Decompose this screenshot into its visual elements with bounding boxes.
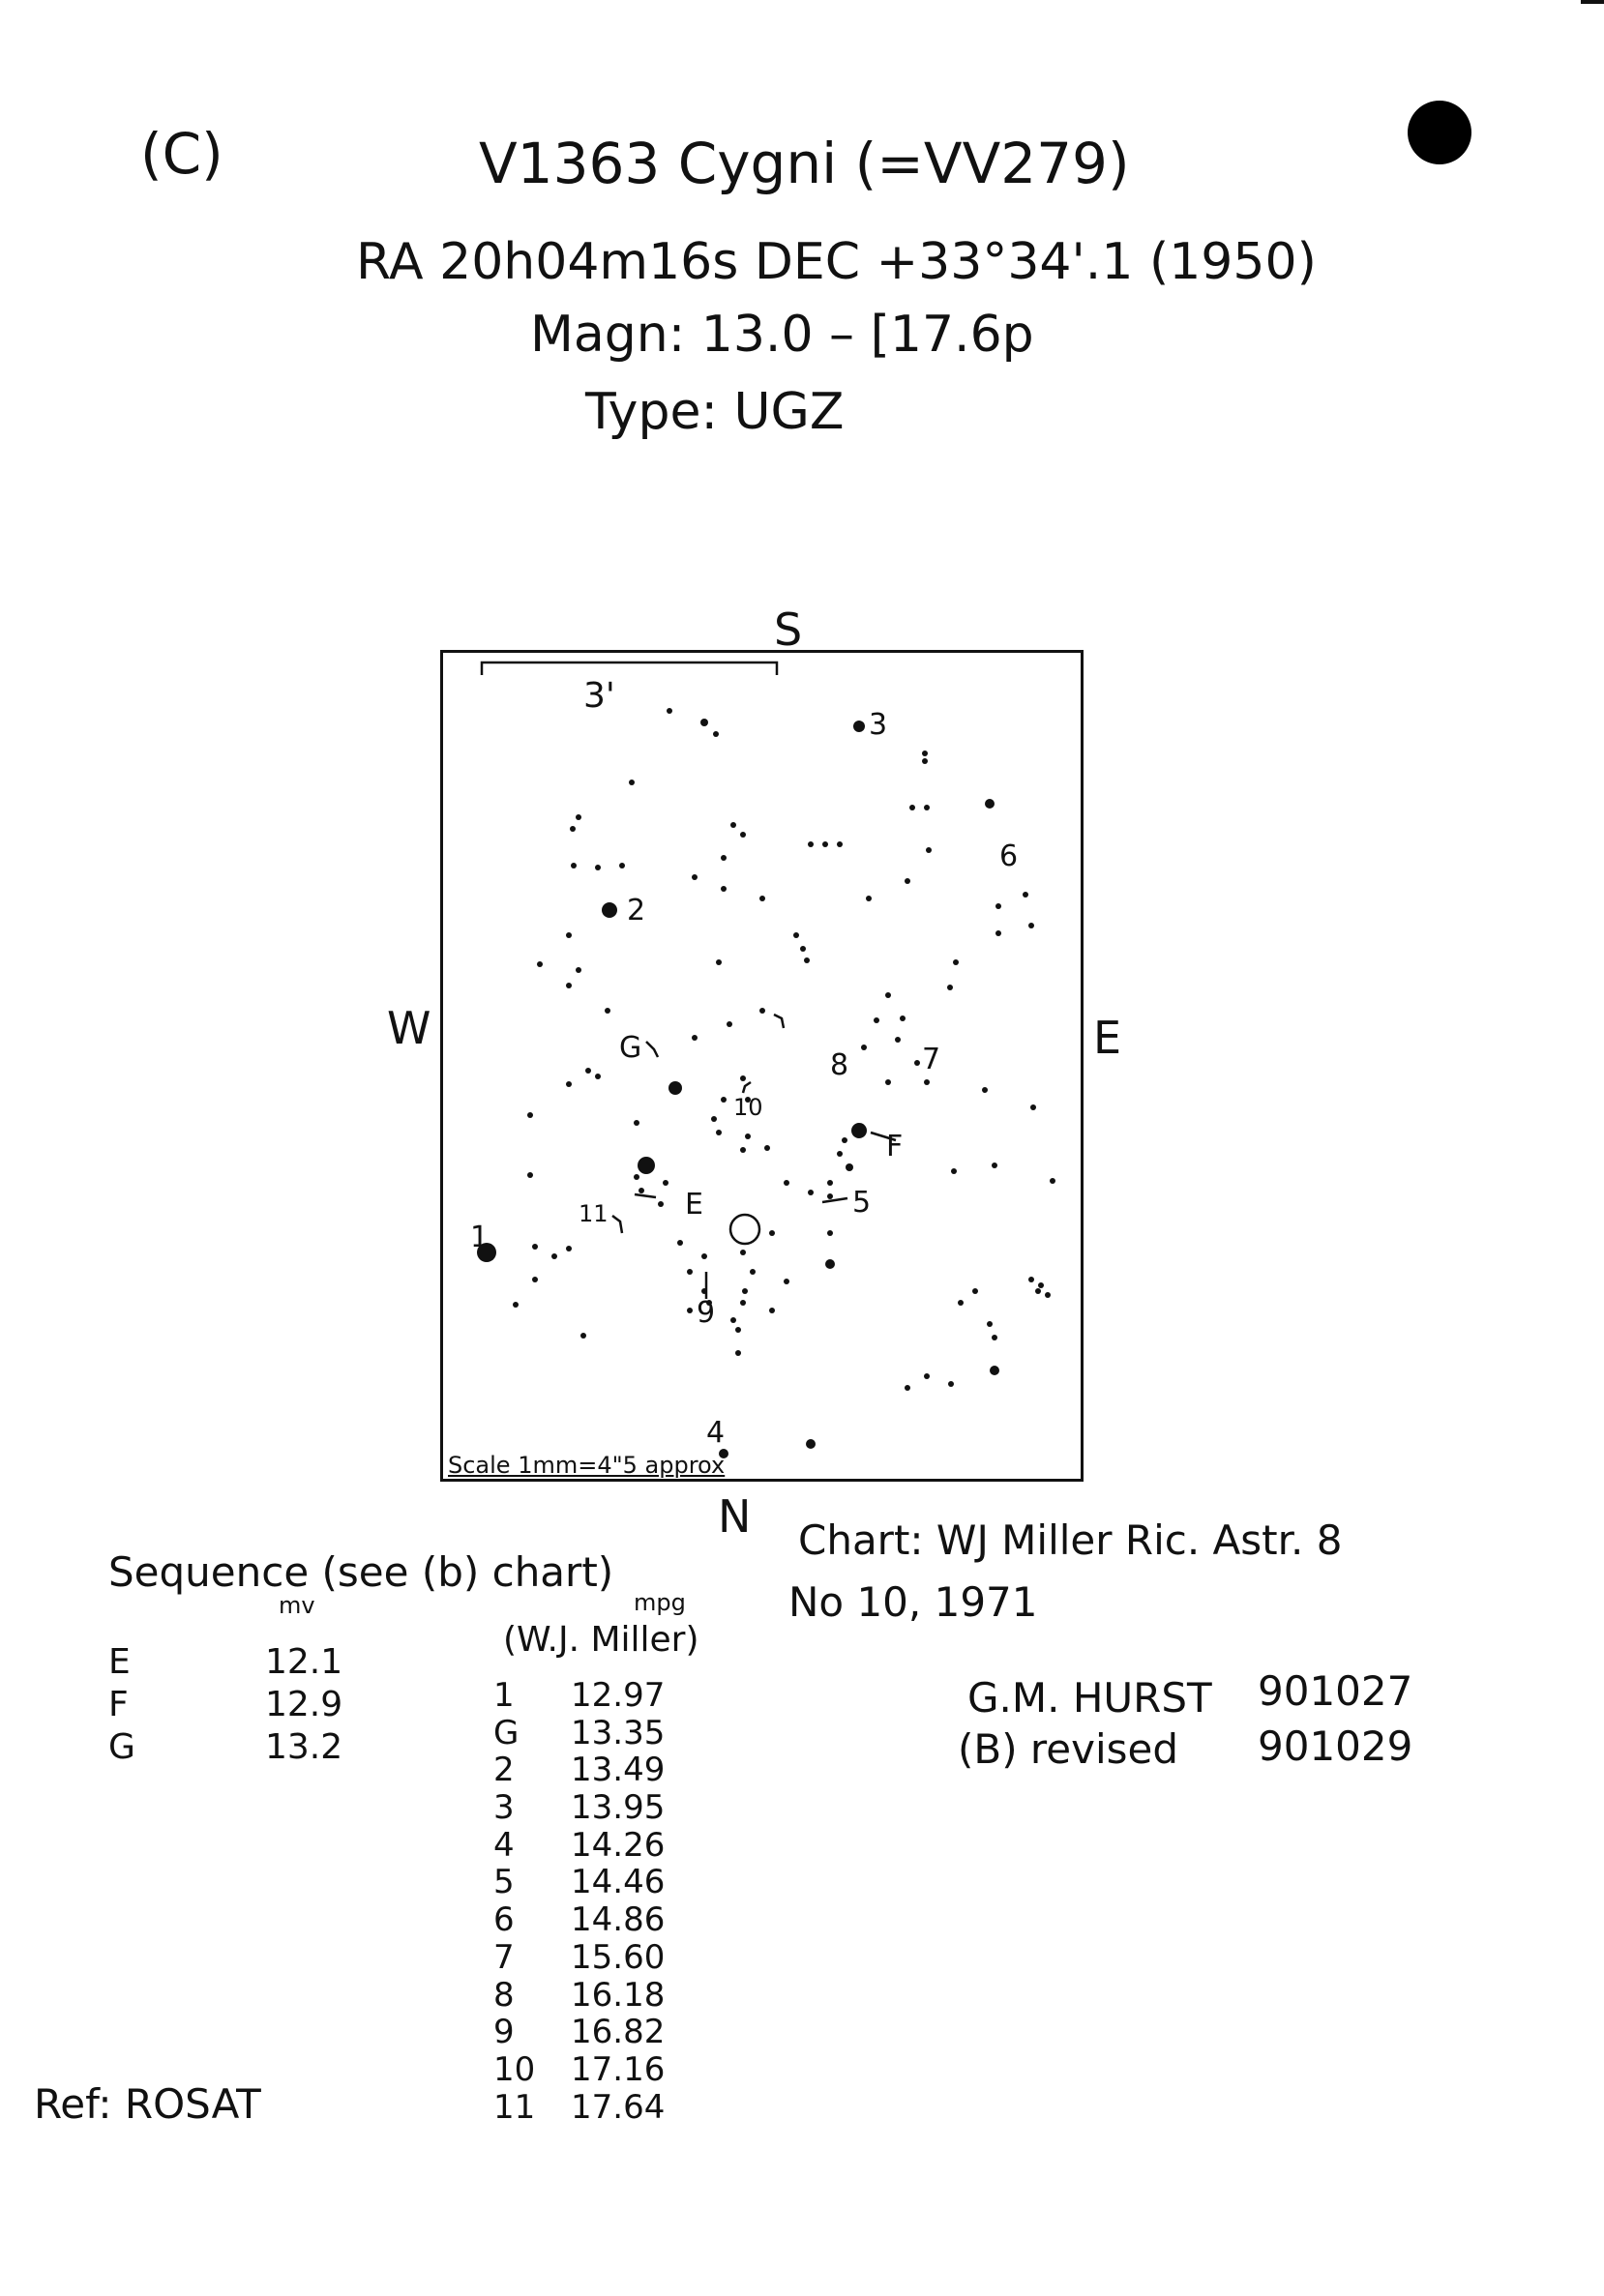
star — [922, 758, 928, 764]
star — [851, 1123, 867, 1138]
star — [924, 1373, 930, 1379]
star — [1045, 1292, 1051, 1298]
star — [721, 855, 727, 861]
star — [784, 1279, 789, 1284]
star-magnitude: 14.26 — [571, 1825, 666, 1865]
direction-east: E — [1093, 1012, 1122, 1064]
star-id: 3 — [493, 1788, 515, 1828]
star — [827, 1193, 833, 1199]
star — [532, 1244, 538, 1250]
star — [759, 896, 765, 901]
star — [1028, 923, 1034, 928]
author: G.M. HURST — [967, 1674, 1212, 1722]
star-label: 5 — [852, 1186, 872, 1220]
page-title: V1363 Cygni (=VV279) — [479, 131, 1130, 196]
star — [735, 1327, 741, 1333]
star — [716, 959, 722, 965]
star — [905, 1385, 910, 1391]
star — [948, 1381, 954, 1387]
star — [837, 841, 843, 847]
star — [972, 1288, 978, 1294]
star-id: 10 — [493, 2049, 536, 2089]
star-label: 2 — [627, 894, 646, 927]
star-label: 6 — [999, 839, 1019, 873]
star — [992, 1335, 997, 1340]
star — [532, 1277, 538, 1282]
star — [677, 1240, 683, 1246]
star — [846, 1163, 853, 1171]
star — [740, 1075, 746, 1081]
star-label: G — [619, 1031, 642, 1065]
star — [692, 1035, 698, 1041]
sequence-row — [493, 1941, 665, 1979]
sequence-row — [493, 2016, 665, 2053]
star-id: 11 — [493, 2087, 536, 2127]
star-magnitude: 12.97 — [571, 1676, 666, 1715]
sequence-row — [493, 1791, 665, 1829]
star-label: 9 — [697, 1296, 716, 1330]
star — [602, 902, 617, 918]
visual-sequence-table — [108, 1644, 342, 1771]
star — [995, 930, 1001, 936]
star-magnitude: 17.16 — [571, 2049, 666, 2089]
star — [861, 1045, 867, 1050]
sequence-row — [493, 1679, 665, 1717]
star-magnitude: 16.18 — [571, 1975, 666, 2015]
star — [885, 992, 891, 998]
star — [947, 985, 953, 990]
star — [750, 1269, 756, 1275]
star-magnitude: 14.46 — [571, 1863, 666, 1902]
star — [995, 903, 1001, 909]
star-magnitude: 13.95 — [571, 1788, 666, 1828]
star — [837, 1151, 843, 1157]
star-id: 4 — [493, 1825, 515, 1865]
star-id: G — [493, 1713, 520, 1752]
star-id: 8 — [493, 1975, 515, 2015]
reference: Ref: ROSAT — [34, 2080, 261, 2128]
finder-chart — [440, 650, 1084, 1482]
star — [639, 1188, 644, 1193]
star — [566, 983, 572, 988]
star-id: G — [108, 1726, 135, 1767]
sequence-row — [493, 2091, 665, 2129]
sequence-row — [493, 1979, 665, 2016]
revised-label: (B) revised — [958, 1725, 1179, 1773]
star — [634, 1174, 639, 1180]
star-dots — [477, 708, 1055, 1458]
star-magnitude: 17.64 — [571, 2087, 666, 2127]
star — [769, 1230, 775, 1236]
star-id: 2 — [493, 1751, 515, 1790]
star-magnitude: 16.82 — [571, 2013, 666, 2052]
sequence-row — [493, 2053, 665, 2091]
star — [667, 708, 672, 714]
star — [808, 841, 814, 847]
star — [926, 847, 932, 853]
chart-credit-line2: No 10, 1971 — [788, 1578, 1038, 1626]
star — [566, 1246, 572, 1251]
star — [885, 1079, 891, 1085]
star — [513, 1302, 519, 1308]
star — [619, 863, 625, 868]
star — [1023, 892, 1028, 898]
star — [740, 1300, 746, 1306]
star-label: 7 — [922, 1043, 941, 1076]
star — [853, 721, 865, 732]
star — [716, 1130, 722, 1135]
column-source: (W.J. Miller) — [503, 1620, 699, 1660]
star — [769, 1308, 775, 1313]
star — [634, 1120, 639, 1126]
star — [808, 1190, 814, 1195]
star — [605, 1008, 610, 1014]
star — [924, 1079, 930, 1085]
sequence-row — [493, 1829, 665, 1867]
star-id: E — [108, 1642, 131, 1682]
star — [721, 1097, 727, 1103]
author-date: 901027 — [1258, 1667, 1413, 1715]
star — [953, 959, 959, 965]
star — [759, 1008, 765, 1014]
sequence-row — [493, 1866, 665, 1903]
star — [992, 1163, 997, 1168]
star — [663, 1180, 668, 1186]
star — [1030, 1104, 1036, 1110]
star — [658, 1201, 664, 1207]
crop-mark — [1581, 0, 1604, 4]
star — [987, 1321, 993, 1327]
star-id: 5 — [493, 1863, 515, 1902]
punch-hole-dot — [1408, 101, 1471, 164]
star — [784, 1180, 789, 1186]
star — [585, 1068, 591, 1074]
direction-west: W — [387, 1002, 431, 1054]
sequence-row — [493, 1717, 665, 1754]
star — [866, 896, 872, 901]
star — [570, 826, 576, 832]
star — [713, 731, 719, 737]
star-id: 1 — [493, 1676, 515, 1715]
star — [1038, 1282, 1044, 1288]
scale-bar-label: 3' — [583, 676, 615, 716]
star — [692, 874, 698, 880]
star — [721, 886, 727, 892]
star — [822, 841, 828, 847]
star — [745, 1133, 751, 1139]
chart-credit-line1: Chart: WJ Miller Ric. Astr. 8 — [798, 1516, 1343, 1564]
star — [595, 865, 601, 870]
star — [700, 719, 708, 726]
star — [804, 957, 810, 963]
star — [527, 1172, 533, 1178]
star — [924, 805, 930, 810]
sequence-row — [108, 1687, 342, 1729]
star — [566, 932, 572, 938]
star-magnitude: 13.2 — [265, 1726, 343, 1767]
star — [742, 1288, 748, 1294]
star-id: 6 — [493, 1900, 515, 1940]
star — [922, 751, 928, 756]
star — [793, 932, 799, 938]
star — [638, 1157, 655, 1174]
star — [566, 1081, 572, 1087]
star-id: F — [108, 1684, 129, 1724]
star — [687, 1308, 693, 1313]
star — [985, 799, 995, 809]
star — [905, 878, 910, 884]
star — [740, 832, 746, 838]
star-field — [443, 653, 1086, 1485]
star-label: F — [886, 1130, 904, 1163]
star — [701, 1253, 707, 1259]
direction-north: N — [718, 1490, 752, 1543]
star-magnitude: 12.9 — [265, 1684, 343, 1724]
star — [806, 1439, 816, 1449]
star — [1035, 1288, 1041, 1294]
star — [800, 946, 806, 952]
revised-date: 901029 — [1258, 1722, 1413, 1770]
star — [825, 1259, 835, 1269]
star — [595, 1074, 601, 1079]
star — [842, 1137, 847, 1143]
sequence-title: Sequence (see (b) chart) — [108, 1548, 614, 1596]
star — [687, 1269, 693, 1275]
sequence-row — [108, 1644, 342, 1687]
star — [982, 1087, 988, 1093]
star — [571, 863, 577, 868]
star — [740, 1250, 746, 1255]
star — [1028, 1277, 1034, 1282]
scale-note: Scale 1mm=4"5 approx — [448, 1452, 726, 1479]
star — [527, 1112, 533, 1118]
star — [895, 1037, 901, 1043]
photographic-sequence-table — [493, 1676, 666, 2128]
star — [580, 1333, 586, 1339]
star-id: 9 — [493, 2013, 515, 2052]
sequence-row — [108, 1729, 342, 1772]
star — [958, 1300, 964, 1306]
star-magnitude: 15.60 — [571, 1937, 666, 1977]
column-mv: mv — [279, 1592, 315, 1619]
star-label: 8 — [830, 1048, 849, 1082]
coordinates: RA 20h04m16s DEC +33°34'.1 (1950) — [356, 233, 1317, 291]
star-label: 3 — [869, 708, 888, 742]
star — [576, 814, 581, 820]
star — [576, 967, 581, 973]
star-label: E — [685, 1188, 703, 1222]
star — [951, 1168, 957, 1174]
star — [730, 822, 736, 828]
star — [764, 1145, 770, 1151]
variable-type: Type: UGZ — [585, 383, 845, 441]
star-label: 11 — [579, 1200, 609, 1227]
sequence-row — [493, 1753, 665, 1791]
star — [551, 1253, 557, 1259]
star — [711, 1116, 717, 1122]
star-magnitude: 13.35 — [571, 1713, 666, 1752]
star-label: 10 — [733, 1094, 763, 1121]
star — [629, 780, 635, 785]
star-id: 7 — [493, 1937, 515, 1977]
star — [668, 1081, 682, 1095]
star — [874, 1017, 879, 1023]
star-magnitude: 12.1 — [265, 1642, 343, 1682]
star-magnitude: 13.49 — [571, 1751, 666, 1790]
direction-south: S — [774, 603, 803, 656]
star — [909, 805, 915, 810]
star — [727, 1021, 732, 1027]
star — [1050, 1178, 1055, 1184]
star — [827, 1230, 833, 1236]
magnitude-range: Magn: 13.0 – [17.6p — [530, 306, 1034, 364]
column-mpg: mpg — [634, 1589, 686, 1616]
star-magnitude: 14.86 — [571, 1900, 666, 1940]
star — [827, 1180, 833, 1186]
star — [914, 1060, 920, 1066]
star — [537, 961, 543, 967]
star-label: 1 — [470, 1221, 490, 1254]
star — [730, 1317, 736, 1323]
star — [990, 1366, 999, 1375]
star — [740, 1147, 746, 1153]
star — [735, 1350, 741, 1356]
chart-label: (C) — [140, 121, 223, 187]
star-label: 4 — [706, 1416, 726, 1450]
star — [900, 1016, 906, 1021]
sequence-row — [493, 1903, 665, 1941]
